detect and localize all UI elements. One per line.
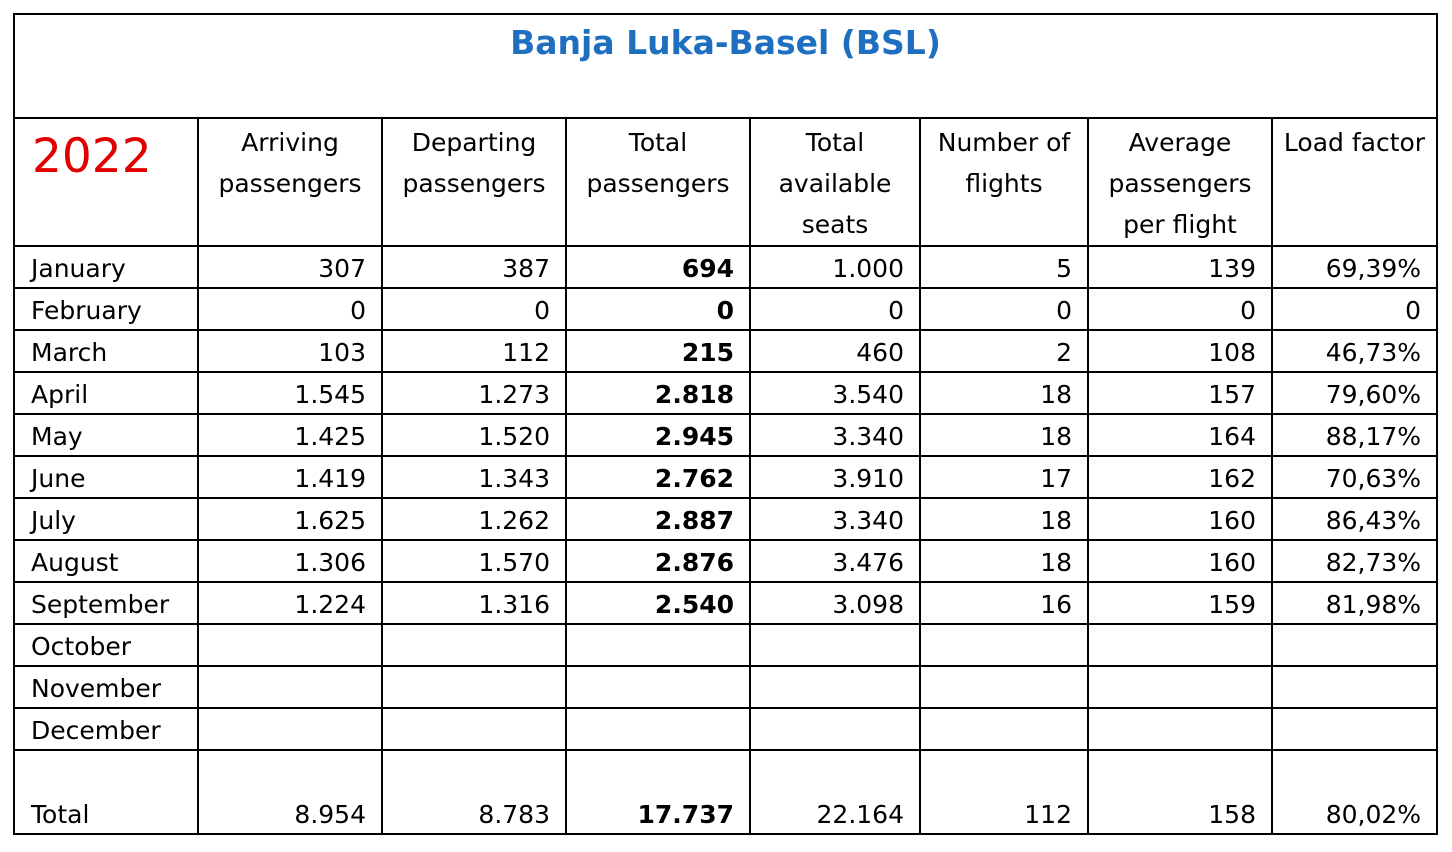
header-departing-passengers: Departing passengers	[382, 118, 566, 246]
flights-cell: 18	[920, 540, 1088, 582]
table-row	[14, 666, 1437, 708]
load-factor-cell: 79,60%	[1272, 372, 1437, 414]
arriving-cell: 307	[198, 246, 382, 288]
departing-cell	[382, 624, 566, 666]
flights-cell: 18	[920, 498, 1088, 540]
total-label: Total	[14, 750, 198, 834]
arriving-cell: 103	[198, 330, 382, 372]
total-row	[14, 750, 1437, 834]
table-row	[14, 582, 1437, 624]
table-row	[14, 288, 1437, 330]
available-seats-cell: 3.910	[750, 456, 920, 498]
title-row	[14, 14, 1437, 118]
total-passengers-cell: 2.540	[566, 582, 750, 624]
header-load-factor: Load factor	[1272, 118, 1437, 246]
flights-cell	[920, 666, 1088, 708]
flights-cell: 16	[920, 582, 1088, 624]
available-seats-cell	[750, 666, 920, 708]
total-load-factor-cell: 80,02%	[1272, 750, 1437, 834]
flights-cell	[920, 708, 1088, 750]
average-passengers-cell: 159	[1088, 582, 1272, 624]
arriving-cell: 1.425	[198, 414, 382, 456]
average-passengers-cell: 108	[1088, 330, 1272, 372]
month-cell: September	[14, 582, 198, 624]
table-row	[14, 708, 1437, 750]
average-passengers-cell: 160	[1088, 498, 1272, 540]
table-row	[14, 456, 1437, 498]
total-total-passengers-cell: 17.737	[566, 750, 750, 834]
month-cell: January	[14, 246, 198, 288]
month-cell: May	[14, 414, 198, 456]
header-arriving-passengers: Arriving passengers	[198, 118, 382, 246]
total-passengers-cell	[566, 624, 750, 666]
table-row	[14, 414, 1437, 456]
month-cell: June	[14, 456, 198, 498]
table-row	[14, 624, 1437, 666]
departing-cell: 1.570	[382, 540, 566, 582]
flights-cell: 18	[920, 372, 1088, 414]
table-row	[14, 540, 1437, 582]
arriving-cell	[198, 666, 382, 708]
average-passengers-cell: 0	[1088, 288, 1272, 330]
header-total-passengers: Total passengers	[566, 118, 750, 246]
average-passengers-cell: 160	[1088, 540, 1272, 582]
departing-cell	[382, 666, 566, 708]
average-passengers-cell: 139	[1088, 246, 1272, 288]
average-passengers-cell	[1088, 666, 1272, 708]
month-cell: October	[14, 624, 198, 666]
table-row	[14, 498, 1437, 540]
flights-cell	[920, 624, 1088, 666]
table-row	[14, 246, 1437, 288]
header-average-passengers-per-flight: Average passengers per flight	[1088, 118, 1272, 246]
passenger-statistics-sheet	[13, 13, 1436, 835]
arriving-cell: 1.625	[198, 498, 382, 540]
load-factor-cell: 46,73%	[1272, 330, 1437, 372]
header-total-available-seats: Total available seats	[750, 118, 920, 246]
header-row	[14, 118, 1437, 246]
average-passengers-cell: 162	[1088, 456, 1272, 498]
departing-cell: 1.316	[382, 582, 566, 624]
arriving-cell	[198, 624, 382, 666]
departing-cell	[382, 708, 566, 750]
available-seats-cell: 3.540	[750, 372, 920, 414]
available-seats-cell: 3.340	[750, 498, 920, 540]
month-cell: February	[14, 288, 198, 330]
load-factor-cell: 0	[1272, 288, 1437, 330]
header-number-of-flights: Number of flights	[920, 118, 1088, 246]
load-factor-cell: 81,98%	[1272, 582, 1437, 624]
flights-cell: 18	[920, 414, 1088, 456]
available-seats-cell: 0	[750, 288, 920, 330]
arriving-cell: 1.419	[198, 456, 382, 498]
arriving-cell: 1.545	[198, 372, 382, 414]
total-passengers-cell: 2.762	[566, 456, 750, 498]
month-cell: March	[14, 330, 198, 372]
load-factor-cell: 88,17%	[1272, 414, 1437, 456]
month-cell: July	[14, 498, 198, 540]
available-seats-cell: 3.476	[750, 540, 920, 582]
load-factor-cell	[1272, 666, 1437, 708]
departing-cell: 1.520	[382, 414, 566, 456]
available-seats-cell: 3.340	[750, 414, 920, 456]
available-seats-cell	[750, 624, 920, 666]
flights-cell: 5	[920, 246, 1088, 288]
load-factor-cell: 69,39%	[1272, 246, 1437, 288]
total-flights-cell: 112	[920, 750, 1088, 834]
departing-cell: 1.273	[382, 372, 566, 414]
load-factor-cell	[1272, 624, 1437, 666]
total-seats-cell: 22.164	[750, 750, 920, 834]
load-factor-cell: 82,73%	[1272, 540, 1437, 582]
departing-cell: 0	[382, 288, 566, 330]
flights-cell: 2	[920, 330, 1088, 372]
average-passengers-cell	[1088, 624, 1272, 666]
average-passengers-cell: 157	[1088, 372, 1272, 414]
total-passengers-cell: 2.818	[566, 372, 750, 414]
arriving-cell: 1.306	[198, 540, 382, 582]
arriving-cell: 1.224	[198, 582, 382, 624]
total-average-cell: 158	[1088, 750, 1272, 834]
month-cell: April	[14, 372, 198, 414]
average-passengers-cell: 164	[1088, 414, 1272, 456]
available-seats-cell: 3.098	[750, 582, 920, 624]
departing-cell: 387	[382, 246, 566, 288]
month-cell: August	[14, 540, 198, 582]
load-factor-cell	[1272, 708, 1437, 750]
departing-cell: 1.343	[382, 456, 566, 498]
year-label: 2022	[14, 118, 198, 246]
total-arriving-cell: 8.954	[198, 750, 382, 834]
total-departing-cell: 8.783	[382, 750, 566, 834]
load-factor-cell: 86,43%	[1272, 498, 1437, 540]
total-passengers-cell: 215	[566, 330, 750, 372]
departing-cell: 112	[382, 330, 566, 372]
load-factor-cell: 70,63%	[1272, 456, 1437, 498]
month-cell: December	[14, 708, 198, 750]
table-row	[14, 372, 1437, 414]
passenger-statistics-table	[13, 13, 1438, 835]
table-row	[14, 330, 1437, 372]
total-passengers-cell: 2.887	[566, 498, 750, 540]
available-seats-cell	[750, 708, 920, 750]
flights-cell: 0	[920, 288, 1088, 330]
total-passengers-cell	[566, 708, 750, 750]
available-seats-cell: 460	[750, 330, 920, 372]
total-passengers-cell	[566, 666, 750, 708]
total-passengers-cell: 0	[566, 288, 750, 330]
average-passengers-cell	[1088, 708, 1272, 750]
flights-cell: 17	[920, 456, 1088, 498]
month-cell: November	[14, 666, 198, 708]
available-seats-cell: 1.000	[750, 246, 920, 288]
arriving-cell	[198, 708, 382, 750]
departing-cell: 1.262	[382, 498, 566, 540]
total-passengers-cell: 694	[566, 246, 750, 288]
monthly-rows	[14, 246, 1437, 750]
arriving-cell: 0	[198, 288, 382, 330]
total-passengers-cell: 2.876	[566, 540, 750, 582]
total-passengers-cell: 2.945	[566, 414, 750, 456]
table-title: Banja Luka-Basel (BSL)	[14, 14, 1437, 118]
